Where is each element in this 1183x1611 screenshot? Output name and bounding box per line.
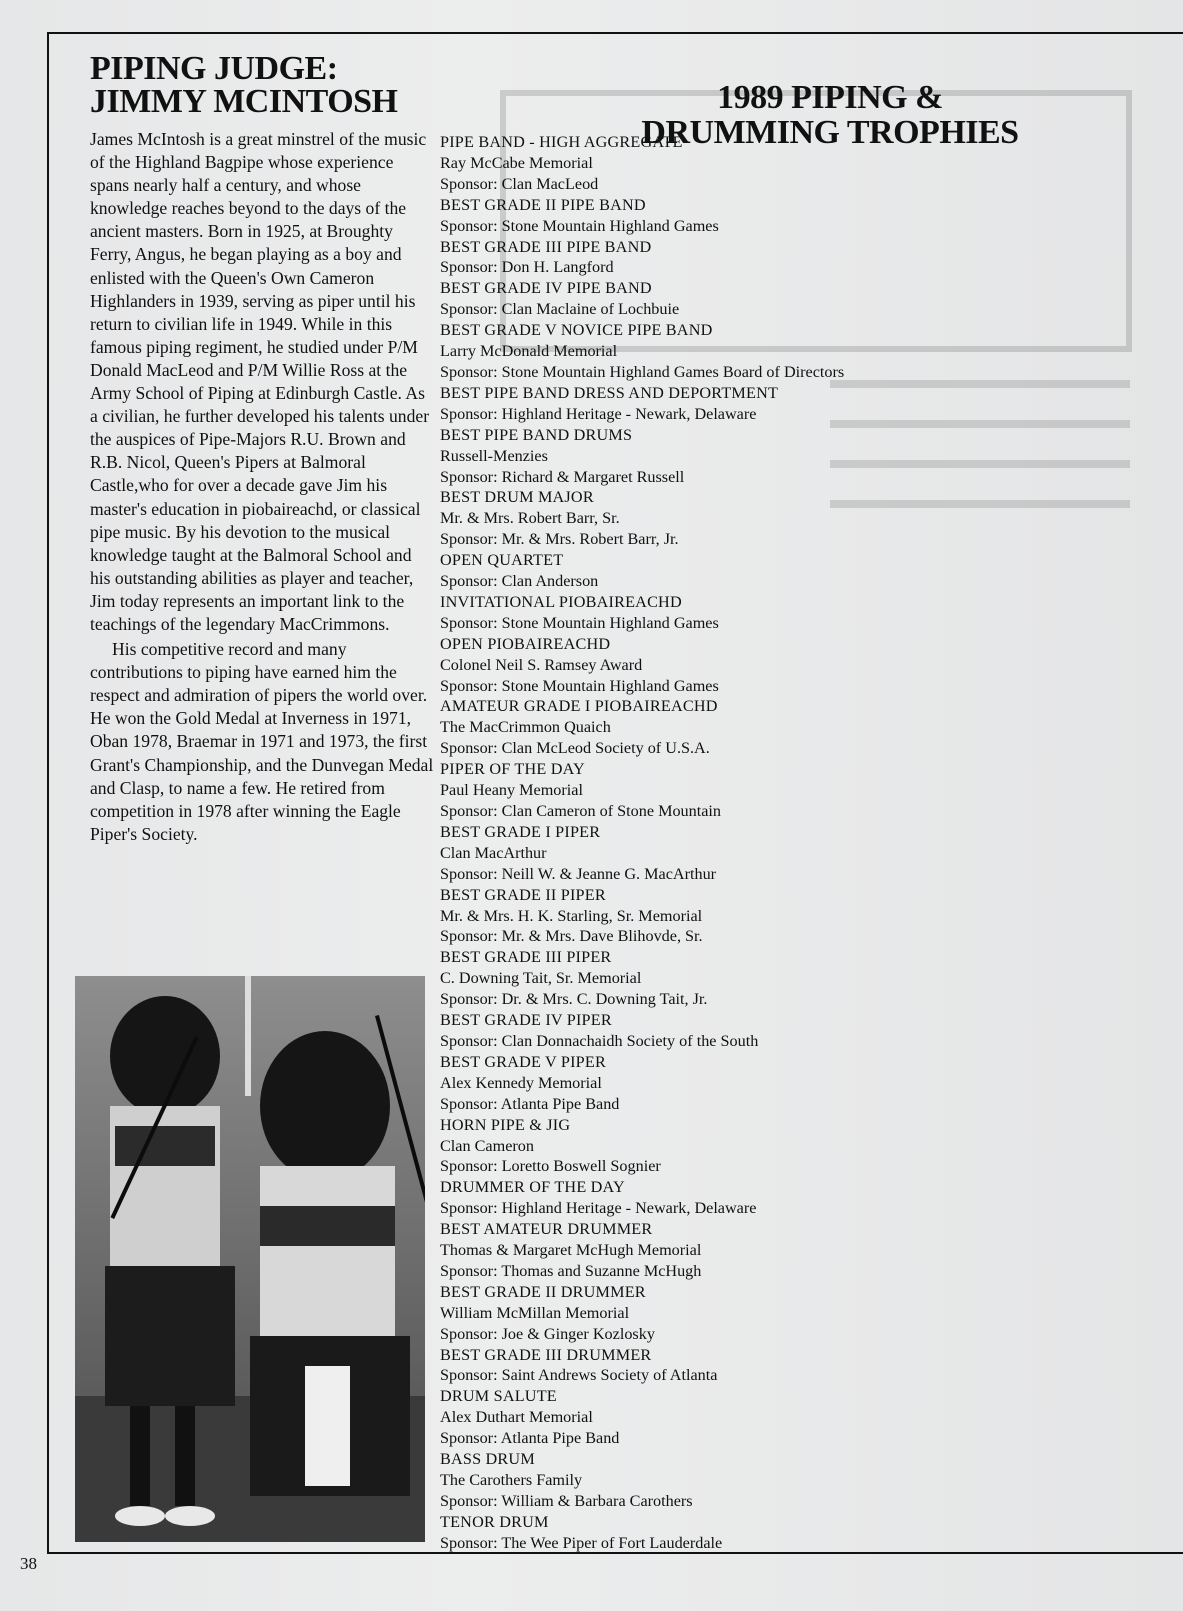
- trophy-award-name: BEST GRADE IV PIPE BAND: [440, 279, 652, 298]
- trophy-detail-line: Sponsor: Clan Donnachaidh Society of the South: [440, 1031, 759, 1050]
- trophy-detail-line: Mr. & Mrs. H. K. Starling, Sr. Memorial: [440, 906, 703, 925]
- judge-title: PIPING JUDGE: JIMMY MCINTOSH: [90, 50, 398, 120]
- trophy-award-name: DRUM SALUTE: [440, 1387, 557, 1406]
- trophy-award-name: OPEN PIOBAIREACHD: [440, 634, 611, 653]
- trophy-award-name: BEST AMATEUR DRUMMER: [440, 1220, 653, 1239]
- trophy-detail-line: William McMillan Memorial: [440, 1303, 630, 1322]
- trophy-detail-line: Ray McCabe Memorial: [440, 153, 593, 172]
- trophy-award-name: BEST GRADE III PIPE BAND: [440, 237, 652, 256]
- trophy-detail-line: Sponsor: Mr. & Mrs. Dave Blihovde, Sr.: [440, 927, 703, 946]
- judge-article: [90, 52, 435, 846]
- trophy-award-name: BEST PIPE BAND DRUMS: [440, 425, 633, 444]
- trophy-detail-line: Sponsor: Stone Mountain Highland Games: [440, 216, 719, 235]
- trophy-award-name: BEST GRADE I PIPER: [440, 822, 601, 841]
- trophy-detail-line: Colonel Neil S. Ramsey Award: [440, 655, 643, 674]
- trophy-detail-line: Russell-Menzies: [440, 446, 548, 465]
- trophy-list: [440, 132, 1040, 1554]
- trophy-detail-line: Alex Duthart Memorial: [440, 1408, 593, 1427]
- trophy-award-name: BEST DRUM MAJOR: [440, 488, 594, 507]
- trophy-detail-line: Sponsor: Atlanta Pipe Band: [440, 1429, 620, 1448]
- trophy-detail-line: Thomas & Margaret McHugh Memorial: [440, 1241, 702, 1260]
- trophy-detail-line: Sponsor: Joe & Ginger Kozlosky: [440, 1324, 655, 1343]
- trophy-detail-line: Sponsor: Stone Mountain Highland Games Board of Directors: [440, 362, 845, 381]
- trophy-detail-line: Clan MacArthur: [440, 843, 547, 862]
- trophy-award-name: BEST GRADE V NOVICE PIPE BAND: [440, 321, 713, 340]
- trophy-detail-line: Sponsor: Highland Heritage - Newark, Delaware: [440, 404, 757, 423]
- trophy-award-name: BEST GRADE IV PIPER: [440, 1011, 612, 1030]
- trophy-award-name: AMATEUR GRADE I PIOBAIREACHD: [440, 697, 718, 716]
- trophy-detail-line: Sponsor: Stone Mountain Highland Games: [440, 676, 719, 695]
- trophy-detail-line: Mr. & Mrs. Robert Barr, Sr.: [440, 509, 620, 528]
- trophy-detail-line: Sponsor: Richard & Margaret Russell: [440, 467, 685, 486]
- judge-bio: [90, 128, 435, 846]
- trophy-detail-line: Larry McDonald Memorial: [440, 342, 618, 361]
- trophy-award-name: BEST GRADE III DRUMMER: [440, 1345, 652, 1364]
- trophies-title: 1989 PIPING & DRUMMING TROPHIES: [641, 78, 1019, 151]
- trophy-award-name: BASS DRUM: [440, 1450, 535, 1469]
- trophy-award-name: BEST GRADE V PIPER: [440, 1052, 606, 1071]
- trophy-detail-line: C. Downing Tait, Sr. Memorial: [440, 969, 642, 988]
- trophy-detail-line: Sponsor: Stone Mountain Highland Games: [440, 613, 719, 632]
- trophy-detail-line: The Carothers Family: [440, 1471, 583, 1489]
- trophy-detail-line: Sponsor: Saint Andrews Society of Atlanta: [440, 1366, 718, 1385]
- trophy-detail-line: Alex Kennedy Memorial: [440, 1073, 602, 1092]
- trophy-detail-line: Sponsor: The Wee Piper of Fort Lauderdale: [440, 1533, 723, 1552]
- trophy-detail-line: Sponsor: Dr. & Mrs. C. Downing Tait, Jr.: [440, 990, 708, 1009]
- trophy-detail-line: Sponsor: Clan Maclaine of Lochbuie: [440, 300, 680, 319]
- trophy-detail-line: Sponsor: Clan Anderson: [440, 572, 599, 591]
- trophy-detail-line: Sponsor: Clan McLeod Society of U.S.A.: [440, 739, 710, 758]
- trophy-award-name: PIPER OF THE DAY: [440, 760, 585, 779]
- trophy-award-name: HORN PIPE & JIG: [440, 1115, 571, 1134]
- trophy-detail-line: The MacCrimmon Quaich: [440, 718, 611, 737]
- trophy-detail-line: Sponsor: Mr. & Mrs. Robert Barr, Jr.: [440, 530, 679, 549]
- trophy-award-name: TENOR DRUM: [440, 1512, 549, 1531]
- trophy-award-name: BEST GRADE II PIPER: [440, 885, 606, 904]
- trophy-award-name: DRUMMER OF THE DAY: [440, 1178, 625, 1197]
- trophy-detail-line: Sponsor: Highland Heritage - Newark, Delaware: [440, 1199, 757, 1218]
- trophy-detail-line: Sponsor: Thomas and Suzanne McHugh: [440, 1261, 702, 1280]
- trophy-detail-line: Sponsor: Clan MacLeod: [440, 174, 599, 193]
- trophy-detail-line: Clan Cameron: [440, 1136, 534, 1155]
- trophy-detail-line: Sponsor: Neill W. & Jeanne G. MacArthur: [440, 864, 717, 883]
- trophy-award-name: BEST GRADE II DRUMMER: [440, 1282, 646, 1301]
- trophy-detail-line: Sponsor: Don H. Langford: [440, 258, 614, 277]
- bio-paragraph: James McIntosh is a great minstrel of the music of the Highland Bagpipe whose experience spans nearly half a century, and whose knowledge reaches beyond to the days of the ancient masters. Born in 1925, at Broughty Ferry, Angus, he began playing as a boy and enlisted with the Queen's Own Cameron Highlanders in 1939, serving as piper until his return to civilian life in 1949. While in this famous piping regiment, he studied under P/M Donald MacLeod and P/M Willie Ross at the Army School of Piping at Edinburgh Castle. As a civilian, he further developed his talents under the auspices of Pipe-Majors R.U. Brown and R.B. Nicol, Queen's Pipers at Balmoral Castle,who for over a decade gave Jim his master's education in piobaireachd, or classical pipe music. By his devotion to the musical knowledge taught at the Balmoral School and his outstanding abilities as player and teacher, Jim today represents an important link to the teachings of the legendary MacCrimmons.: [90, 129, 430, 634]
- trophy-detail-line: Sponsor: Clan Cameron of Stone Mountain: [440, 802, 722, 820]
- trophy-detail-line: Sponsor: Loretto Boswell Sognier: [440, 1157, 661, 1176]
- trophy-detail-line: Paul Heany Memorial: [440, 781, 583, 800]
- trophy-detail-line: Sponsor: Atlanta Pipe Band: [440, 1094, 620, 1113]
- trophy-award-name: INVITATIONAL PIOBAIREACHD: [440, 592, 682, 611]
- trophy-award-name: BEST GRADE III PIPER: [440, 948, 612, 967]
- trophy-award-name: BEST GRADE II PIPE BAND: [440, 195, 646, 214]
- trophy-award-name: BEST PIPE BAND DRESS AND DEPORTMENT: [440, 383, 779, 402]
- trophy-detail-line: Sponsor: William & Barbara Carothers: [440, 1491, 693, 1510]
- pipers-photo: [75, 976, 425, 1542]
- trophy-award-name: OPEN QUARTET: [440, 551, 564, 570]
- bio-paragraph: His competitive record and many contributions to piping have earned him the respect and admiration of pipers the world over. He won the Gold Medal at Inverness in 1971, Oban 1978, Braemar in 1971 and 1973, the first Grant's Championship, and the Dunvegan Medal and Clasp, to name a few. He retired from competition in 1978 after winning the Eagle Piper's Society.: [90, 639, 434, 844]
- trophy-award-name: PIPE BAND - HIGH AGGREGATE: [440, 133, 683, 151]
- page-number: 38: [20, 1554, 37, 1573]
